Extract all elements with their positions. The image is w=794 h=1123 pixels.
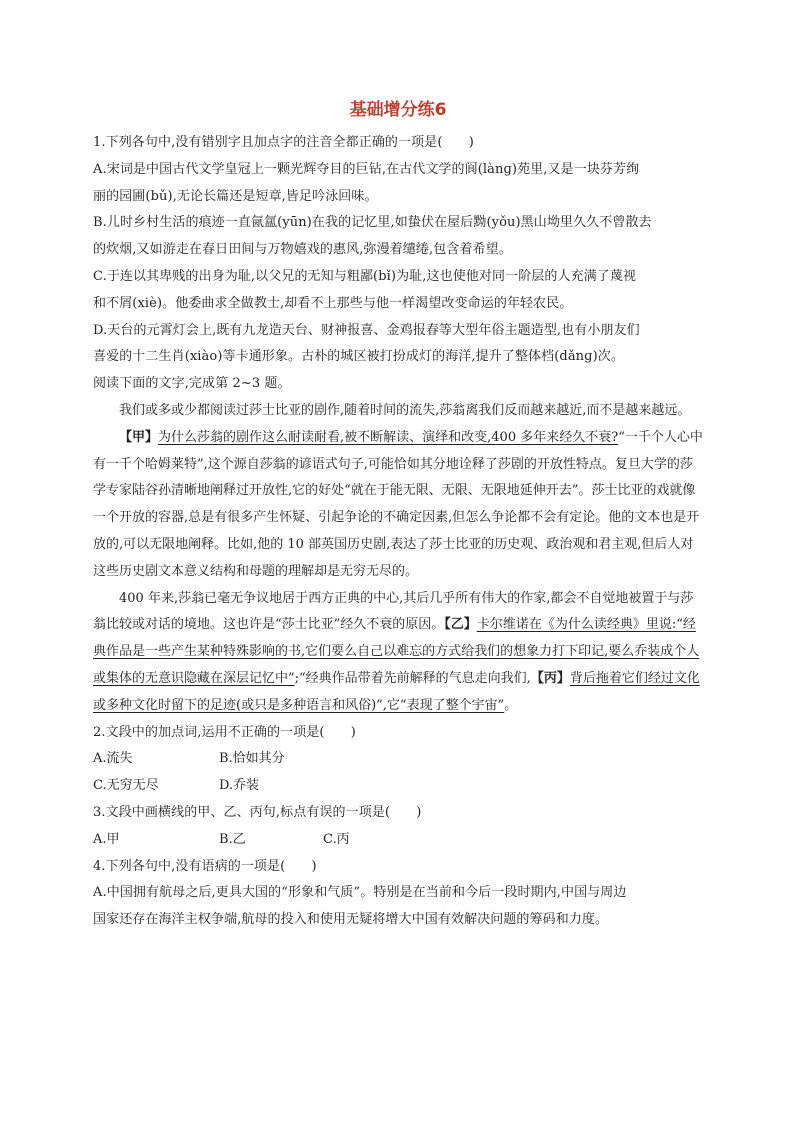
underlined-sentence-yi: 卡尔维诺在《为什么读经典》里说:“经典作品是一些产生某种特殊影响的书,它们要么自己以难忘的方式给我们的想象力打下印记,要么乔装成个人或集体的无意识隐藏在深层记忆中” (93, 617, 700, 686)
question-4-option-a-line-1: A.中国拥有航母之后,更具大国的“形象和气质”。特别是在当前和今后一段时期内,中国与周边 (93, 885, 627, 901)
passage-paragraph-2-text: “一千个人心中有一千个哈姆莱特”,这个源自莎翁的谚语式句子,可能恰如其分地诠释了莎剧的开放性特点。复旦大学的莎学专家陆谷孙清晰地阐释过开放性,它的好处“就在于能无限、无限、无限地延伸开去”。莎士比亚的戏就像一个开放的容器,总是有很多产生怀疑、引起争论的不确定因素,但怎么争论都不会有定论。他的文本也是开放的,可以无限地阐释。比如,他的 10 部英国历史剧,表达了莎士比亚的历史观、政治观和君主观,但后人对这些历史剧文本意义结构和母题的理解却是无穷无尽的。 (93, 429, 703, 579)
passage-paragraph-2 (93, 425, 703, 586)
sentence-marker-yi: 【乙】 (444, 617, 477, 633)
question-3 (93, 800, 703, 854)
passage-paragraph-3-middle: ;“经典作品带着先前解释的气息走向我们, (294, 670, 531, 686)
sentence-marker-bing: 【丙】 (530, 670, 570, 686)
question-1-option-c-line-1: C.于连以其卑贱的出身为耻,以父兄的无知与粗鄙(bǐ)为耻,这也使他对同一阶层的人充满了蔑视 (93, 268, 637, 284)
question-2-options-row-1 (93, 746, 703, 773)
reading-passage (93, 371, 703, 719)
question-2-option-c: C.无穷无尽 (93, 778, 159, 794)
question-1-option-d-line-2: 喜爱的十二生肖(xiào)等卡通形象。古朴的城区被打扮成灯的海洋,提升了整体档(dǎnɡ)次。 (93, 349, 624, 365)
passage-paragraph-3-text: 400 年来,莎翁已毫无争议地居于西方正典的中心,其后几乎所有伟大的作家,都会不自觉地被置于与莎翁比较或对话的境地。这也许是“莎士比亚”经久不衰的原因。 (93, 590, 694, 633)
passage-paragraph-1: 我们或多或少都阅读过莎士比亚的剧作,随着时间的流失,莎翁离我们反而越来越近,而不是越来越远。 (119, 402, 691, 418)
question-3-stem: 3.文段中画横线的甲、乙、丙句,标点有误的一项是( ) (93, 804, 422, 820)
question-2-options-row-2 (93, 773, 703, 800)
underlined-sentence-jia: 为什么莎翁的剧作这么耐读耐看,被不断解读、演绎和改变,400 多年来经久不衰? (158, 429, 619, 445)
question-2-option-a: A.流失 (93, 751, 133, 767)
question-3-option-c: C.丙 (323, 831, 350, 847)
question-3-option-a: A.甲 (93, 831, 120, 847)
question-1-stem: 1.下列各句中,没有错别字且加点字的注音全都正确的一项是( ) (93, 135, 474, 150)
question-2 (93, 720, 703, 800)
question-4 (93, 854, 703, 934)
sentence-marker-jia: 【甲】 (119, 429, 159, 445)
question-4-option-a-line-2: 国家还存在海洋主权争端,航母的投入和使用无疑将增大中国有效解决问题的筹码和力度。 (93, 912, 609, 928)
question-3-options-row (93, 827, 703, 854)
worksheet-page (93, 98, 703, 934)
question-1-option-b-line-1: B.儿时乡村生活的痕迹一直氤氲(yūn)在我的记忆里,如蛰伏在屋后黝(yǒu)黑山坳里久久不曾散去 (93, 215, 652, 231)
underlined-sentence-bing: 背后拖着它们经过文化或多种文化时留下的足迹(或只是多种语言和风俗)”,它“表现了整个宇宙” (93, 670, 700, 713)
question-1-option-b-line-2: 的炊烟,又如游走在春日田间与万物嬉戏的惠风,弥漫着缱绻,包含着希望。 (93, 242, 512, 258)
question-4-stem: 4.下列各句中,没有语病的一项是( ) (93, 858, 317, 874)
question-1-option-a-line-2: 丽的园圃(bǔ),无论长篇还是短章,皆足吟泳回味。 (93, 188, 378, 204)
question-1-option-a-line-1: A.宋词是中国古代文学皇冠上一颗光辉夺目的巨钻,在古代文学的阆(lànɡ)苑里,又是一块芬芳绚 (93, 161, 640, 177)
question-2-stem: 2.文段中的加点词,运用不正确的一项是( ) (93, 724, 356, 740)
passage-paragraph-3-end: 。 (504, 697, 518, 713)
page-title: 基础增分练6 (349, 100, 447, 120)
question-2-option-b: B.恰如其分 (219, 751, 285, 767)
passage-paragraph-3 (93, 586, 703, 720)
question-3-option-b: B.乙 (219, 831, 246, 847)
reading-instructions: 阅读下面的文字,完成第 2~3 题。 (93, 376, 291, 392)
question-1-option-d-line-1: D.天台的元霄灯会上,既有九龙造天台、财神报喜、金鸡报春等大型年俗主题造型,也有小朋友们 (93, 322, 640, 338)
question-2-option-d: D.乔装 (219, 778, 260, 794)
question-1-option-c-line-2: 和不屑(xiè)。他委曲求全做教士,却看不上那些与他一样渴望改变命运的年轻农民。 (93, 295, 573, 311)
question-1 (93, 130, 703, 371)
